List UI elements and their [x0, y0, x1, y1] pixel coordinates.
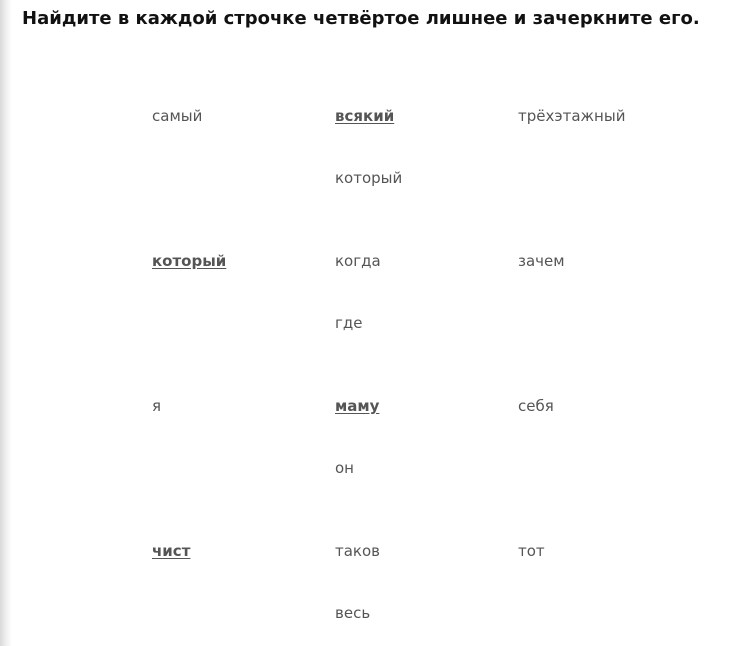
word-cell[interactable]: он	[335, 459, 354, 477]
word-cell[interactable]: я	[152, 397, 162, 415]
word-row-4	[152, 539, 712, 646]
word-cell[interactable]: таков	[335, 542, 381, 560]
word-cell[interactable]: весь	[335, 604, 371, 622]
word-row-3	[152, 394, 712, 539]
word-cell[interactable]: который	[335, 169, 403, 187]
word-cell[interactable]: чист	[152, 542, 191, 560]
page-shadow-edge	[0, 0, 12, 646]
word-cell[interactable]: трёхэтажный	[518, 107, 626, 125]
task-title: Найдите в каждой строчке четвёртое лишнее и зачеркните его.	[22, 8, 700, 29]
word-row-1	[152, 104, 712, 249]
word-cell[interactable]: который	[152, 252, 227, 270]
word-cell[interactable]: самый	[152, 107, 203, 125]
word-cell[interactable]: маму	[335, 397, 380, 415]
word-cell[interactable]: где	[335, 314, 363, 332]
word-cell[interactable]: когда	[335, 252, 381, 270]
word-cell[interactable]: зачем	[518, 252, 565, 270]
word-cell[interactable]: тот	[518, 542, 545, 560]
word-table	[152, 104, 712, 646]
word-cell[interactable]: всякий	[335, 107, 395, 125]
word-cell[interactable]: себя	[518, 397, 554, 415]
word-row-2	[152, 249, 712, 394]
